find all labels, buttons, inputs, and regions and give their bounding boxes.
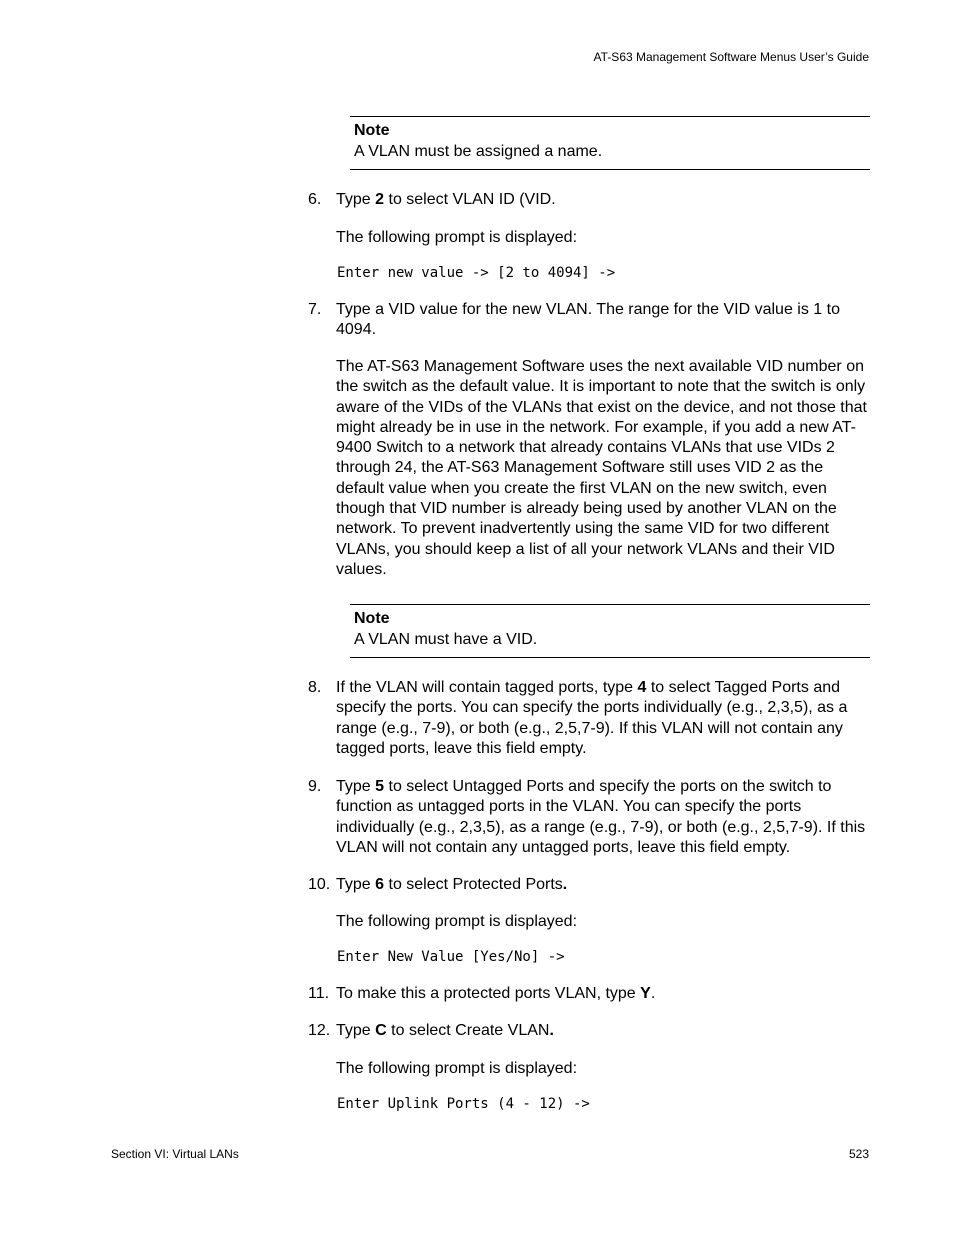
step-11-text: To make this a protected ports VLAN, type Y. bbox=[336, 985, 656, 1002]
vid-paragraph: The AT-S63 Management Software uses the next available VID number on the switch as the default value. It is important to note that the switch is only aware of the VIDs of the VLANs that exist on the device, and not those that might already be in use in the network. For example, if you add a new AT-9400 Switch to a network that already contains VLANs that use VIDs 2 through 24, the AT-S63 Management Software still uses VID 2 as the default value when you create the first VLAN on the new switch, even though that VID number is already being used by another VLAN on the network. To prevent inadvertently using the same VID for two different VLANs, you should keep a list of all your network VLANs and their VID values. bbox=[336, 358, 867, 578]
note-box-name bbox=[350, 116, 870, 170]
step-number: 9. bbox=[308, 778, 322, 795]
note-title: Note bbox=[354, 122, 390, 139]
step-number: 7. bbox=[308, 301, 322, 318]
page-number: 523 bbox=[848, 1147, 869, 1161]
step-number: 8. bbox=[308, 679, 322, 696]
code-prompt-vid: Enter new value -> [2 to 4094] -> bbox=[337, 265, 616, 281]
step-7-text: Type a VID value for the new VLAN. The range for the VID value is 1 to 4094. bbox=[336, 301, 840, 339]
step-9-text: Type 5 to select Untagged Ports and specify the ports on the switch to function as untagged ports in the VLAN. You can specify the ports individually (e.g., 2,3,5), as a range (e.g., 7-9), or both (e.g., 2,5,7-9). If this VLAN will not contain any untagged ports, leave this field empty. bbox=[336, 778, 866, 856]
prompt-label: The following prompt is displayed: bbox=[336, 229, 578, 246]
code-prompt-uplink: Enter Uplink Ports (4 - 12) -> bbox=[337, 1096, 590, 1112]
prompt-label: The following prompt is displayed: bbox=[336, 913, 578, 930]
step-number: 10. bbox=[308, 876, 331, 893]
step-number: 6. bbox=[308, 191, 322, 208]
step-8-text: If the VLAN will contain tagged ports, type 4 to select Tagged Ports and specify the ports. You can specify the ports individually (e.g., 2,3,5), as a range (e.g., 7-9), or both (e.g., 2,5,7-9). If this VLAN will not contain any tagged ports, leave this field empty. bbox=[336, 679, 848, 757]
step-6-text: Type 2 to select VLAN ID (VID. bbox=[336, 191, 556, 208]
footer-section: Section VI: Virtual LANs bbox=[111, 1147, 239, 1161]
running-header: AT-S63 Management Software Menus User’s Guide bbox=[593, 50, 869, 64]
prompt-label: The following prompt is displayed: bbox=[336, 1060, 578, 1077]
note-body: A VLAN must have a VID. bbox=[354, 631, 538, 648]
note-body: A VLAN must be assigned a name. bbox=[354, 143, 603, 160]
code-prompt-yesno: Enter New Value [Yes/No] -> bbox=[337, 949, 565, 965]
note-title: Note bbox=[354, 610, 390, 627]
step-10-text: Type 6 to select Protected Ports. bbox=[336, 876, 568, 893]
step-12-text: Type C to select Create VLAN. bbox=[336, 1022, 554, 1039]
note-box-vid bbox=[350, 604, 870, 658]
step-number: 12. bbox=[308, 1022, 331, 1039]
step-number: 11. bbox=[308, 985, 330, 1002]
